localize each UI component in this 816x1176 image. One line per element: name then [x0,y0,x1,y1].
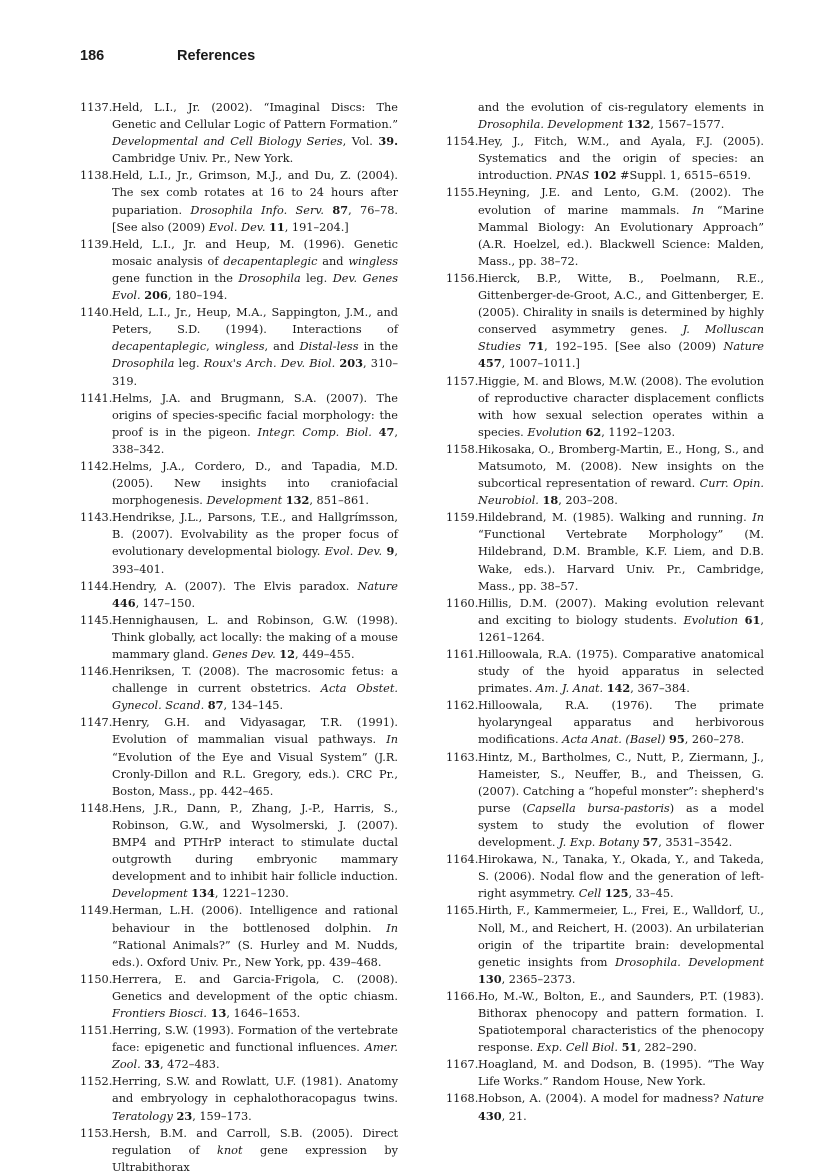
right-reference-column [446,99,764,1125]
bold-text: 132 [626,117,651,132]
reference-text: Hirokawa, N., Tanaka, Y., Okada, Y., and Takeda, S. (2006). Nodal flow and the generation of left-right asymmetry. [478,853,764,901]
reference-text: , 449–455. [295,648,355,661]
reference-text: , 1007–1011.] [501,357,580,371]
italic-text: Genes Dev. [212,648,276,661]
reference-entry [80,1073,398,1124]
reference-entry [446,1090,764,1124]
reference-entry [80,167,398,235]
reference-entry [446,1056,764,1090]
italic-text: Capsella bursa-pastoris [526,801,670,815]
reference-text: Herring, S.W. and Rowlatt, U.F. (1981). Anatomy and embryology in cephalothoracopagus twins. [112,1075,398,1106]
reference-text: , 21. [501,1109,527,1123]
bold-text: 142 [606,681,631,696]
reference-text: Hilloowala, R.A. (1975). Comparative anatomical study of the hyoid apparatus in selected primates. [478,648,764,696]
bold-text: 61 [744,612,761,627]
bold-text: 11 [269,219,285,234]
reference-entry [80,390,398,458]
bold-text: 430 [478,1108,502,1123]
italic-text: Development [206,494,283,508]
reference-text: , 310–319. [112,357,398,388]
bold-text: 87 [332,202,349,217]
reference-text: “Evolution of the Eye and Visual System” (J.R. Cronly-Dillon and R.L. Gregory, eds.). CRC Pr., Boston, Mass., pp. 442–465. [112,750,398,798]
reference-text: Henry, G.H. and Vidyasagar, T.R. (1991). Evolution of mammalian visual pathways. [112,716,398,747]
reference-text: “Functional Vertebrate Morphology” (M. Hildebrand, D.M. Bramble, K.F. Liem, and D.B. Wake, eds.). Harvard Univ. Pr., Cambridge, Mass., pp. 38–57. [478,528,764,593]
italic-text: Nature [723,340,764,354]
reference-text: , 159–173. [192,1109,252,1123]
bold-text: 39. [378,134,398,149]
reference-text: leg. [174,357,204,371]
reference-text: , 282–290. [637,1041,697,1055]
italic-text: Development [112,887,188,901]
bold-text: 18 [542,493,559,508]
reference-entry [80,236,398,304]
bold-text: 51 [621,1040,638,1055]
reference-number: 1155. [446,186,479,200]
reference-entry [446,133,764,184]
reference-text: , 3531–3542. [658,836,733,850]
reference-number: 1142. [80,459,113,473]
reference-entry [80,458,398,509]
reference-text: Hildebrand, M. (1985). Walking and running. [478,511,753,525]
running-title: References [177,48,256,64]
reference-entry [446,749,764,852]
reference-number: 1149. [80,904,113,918]
reference-text: Hilloowala, R.A. (1976). The primate hyolaryngeal apparatus and herbivorous modifications. [478,699,764,747]
reference-number: 1164. [446,853,479,867]
reference-text: , 2365–2373. [501,972,576,986]
bold-text: 95 [668,732,685,747]
reference-text: , 1221–1230. [214,887,289,901]
reference-text: Higgie, M. and Blows, M.W. (2008). The evolution of reproductive character displacement conflicts with how sexual selection operates within a species. [478,374,764,439]
italic-text: Curr. Opin. Neurobiol. [478,477,764,508]
bold-text: 13 [210,1005,227,1020]
reference-entry [446,441,764,509]
reference-text: Herman, L.H. (2006). Intelligence and rational behaviour in the bottlenosed dolphin. [112,904,398,935]
reference-text: , 147–150. [135,596,196,610]
reference-text: #Suppl. 1, 6515–6519. [616,169,751,183]
reference-text: Held, L.I., Jr. (2002). “Imaginal Discs: The Genetic and Cellular Logic of Pattern Formation.” [112,101,398,132]
italic-text: Evolution [527,425,582,439]
reference-entry [446,851,764,902]
italic-text: Drosophila. Development [614,955,764,969]
reference-number: 1148. [80,801,113,815]
reference-text: Helms, J.A. and Brugmann, S.A. (2007). The origins of species-specific facial morphology: the proof is in the pigeon. [112,391,398,439]
reference-text: Hendry, A. (2007). The Elvis paradox. [112,579,358,593]
reference-entry [80,714,398,799]
reference-text: Hendrikse, J.L., Parsons, T.E., and Hallgrímsson, B. (2007). Evolvability as the proper focus of evolutionary developmental biology. [112,511,398,559]
reference-text: Hersh, B.M. and Carroll, S.B. (2005). Direct regulation of [112,1126,398,1157]
reference-entry [446,373,764,441]
reference-number: 1151. [80,1024,113,1038]
reference-text: Helms, J.A., Cordero, D., and Tapadia, M.D. (2005). New insights into craniofacial morphogenesis. [112,459,398,508]
reference-text: , 76–78. [See also (2009) [112,203,399,234]
reference-entry [446,99,764,133]
reference-text: , 393–401. [112,545,399,576]
reference-text: and the evolution of cis-regulatory elements in [478,101,764,114]
reference-text: Held, L.I., Jr., Heup, M.A., Sappington, J.M., and Peters, S.D. (1994). Interactions of [112,306,398,337]
italic-text: Drosophila Info. Serv. [190,203,324,217]
reference-text: , 367–384. [630,682,690,696]
italic-text: Nature [723,1092,764,1106]
italic-text: In [752,511,764,525]
italic-text: J. Molluscan Studies [478,323,764,354]
bold-text: 71 [528,339,545,354]
reference-text: Hey, J., Fitch, W.M., and Ayala, F.J. (2005). Systematics and the origin of species: an introduction. [478,135,764,183]
reference-entry [80,1125,398,1176]
italic-text: Evol. Dev. [324,545,383,559]
reference-text: Held, L.I., Jr., Grimson, M.J., and Du, Z. (2004). The sex comb rotates at 16 to 24 hours after pupariation. [112,169,398,217]
bold-text: 57 [642,835,659,850]
reference-entry [80,663,398,714]
reference-entry [80,800,398,903]
italic-text: Acta Obstet. Gynecol. Scand. [112,682,398,713]
italic-text: Acta Anat. (Basel) [562,733,666,747]
reference-text: and [317,254,349,268]
bold-text: 125 [604,886,629,901]
reference-number: 1158. [446,442,479,456]
left-reference-column [80,99,398,1176]
reference-number: 1152. [80,1075,113,1089]
reference-entry [446,902,764,987]
reference-text: ) as a model system to study the evolution of flower development. [478,801,764,850]
reference-text: , 1646–1653. [226,1006,301,1020]
reference-text: Hintz, M., Bartholmes, C., Nutt, P., Ziermann, J., Hameister, S., Neuffer, B., and Theissen, G. (2007). Catching a “hopeful monster”: shepherd's purse ( [478,750,764,815]
bold-text: 62 [585,424,602,439]
reference-text: , 260–278. [684,733,745,747]
italic-text: Distal-less [299,340,359,354]
reference-text: gene expression by Ultrabithorax [112,1143,398,1174]
reference-entry [446,595,764,646]
reference-text [738,614,745,627]
reference-text: Held, L.I., Jr. and Heup, M. (1996). Genetic mosaic analysis of [112,237,398,268]
italic-text: decapentaplegic [223,254,318,268]
italic-text: Teratology [112,1109,173,1123]
reference-entry [446,988,764,1056]
reference-entry [446,270,764,373]
italic-text: Roux's Arch. Dev. Biol. [203,357,336,371]
reference-text: , 134–145. [223,699,284,713]
reference-text: , 191–204.] [284,220,349,234]
reference-text: , 192–195. [See also (2009) [544,340,724,354]
reference-number: 1165. [446,904,479,918]
reference-number: 1167. [446,1058,479,1072]
reference-text: Hikosaka, O., Bromberg-Martin, E., Hong, S., and Matsumoto, M. (2008). New insights on the subcortical representation of reward. [478,442,764,491]
reference-text: Heyning, J.E. and Lento, G.M. (2002). The evolution of marine mammals. [478,186,764,217]
reference-number: 1141. [80,391,113,405]
italic-text: Cell [578,887,602,901]
italic-text: In [692,203,705,217]
reference-number: 1159. [446,511,479,525]
italic-text: Developmental and Cell Biology Series [112,135,343,149]
reference-text: , 33–45. [628,887,674,901]
reference-entry [80,902,398,970]
reference-text: , 180–194. [167,289,228,303]
reference-text: Cambridge Univ. Pr., New York. [112,152,294,166]
reference-text: Hennighausen, L. and Robinson, G.W. (1998). Think globally, act locally: the making of a mouse mammary gland. [112,613,398,661]
reference-text: in the [358,340,399,354]
reference-text: Hens, J.R., Dann, P., Zhang, J.-P., Harris, S., Robinson, G.W., and Wysolmerski, J. (2007). BMP4 and PTHrP interact to stimulate ductal outgrowth during embryonic mammary development and to inhibit hair follicle induction. [112,801,398,884]
italic-text: Integr. Comp. Biol. [257,425,372,439]
bold-text: 102 [592,168,617,183]
italic-text: Exp. Cell Biol. [536,1041,618,1055]
reference-entry [80,304,398,389]
italic-text: Am. J. Anat. [535,682,604,696]
reference-number: 1143. [80,511,113,525]
reference-number: 1146. [80,665,113,679]
italic-text: Frontiers Biosci. [112,1006,207,1020]
italic-text: wingless [348,254,398,268]
italic-text: In [386,921,398,935]
reference-number: 1145. [80,613,113,627]
reference-text: , 1567–1577. [650,118,725,132]
bold-text: 47 [378,424,395,439]
bold-text: 87 [207,698,224,713]
italic-text: Drosophila. Development [478,118,624,132]
reference-entry [446,509,764,594]
reference-text: Hobson, A. (2004). A model for madness? [478,1092,724,1106]
reference-text: , 338–342. [112,425,398,456]
reference-text: “Marine Mammal Biology: An Evolutionary Approach” (A.R. Hoelzel, ed.). Blackwell Science: Malden, Mass., pp. 38–72. [478,203,764,268]
reference-text: Herrera, E. and Garcia-Frigola, C. (2008). Genetics and development of the optic chiasm. [112,972,398,1003]
reference-text: Henriksen, T. (2008). The macrosomic fetus: a challenge in current obstetrics. [112,665,398,696]
reference-number: 1166. [446,989,479,1003]
page-number: 186 [80,48,105,64]
reference-number: 1168. [446,1092,479,1106]
reference-text: , and [264,340,300,354]
reference-entry [446,697,764,748]
reference-entry [80,1022,398,1073]
reference-number: 1150. [80,972,113,986]
reference-number: 1157. [446,374,479,388]
reference-number: 1162. [446,699,479,713]
reference-number: 1144. [80,579,113,593]
reference-number: 1140. [80,306,113,320]
reference-entry [446,646,764,697]
bold-text: 134 [191,886,215,901]
bold-text: 446 [112,595,136,610]
reference-number: 1147. [80,716,113,730]
italic-text: decapentaplegic [112,340,207,354]
italic-text: Drosophila [238,271,301,285]
reference-text: leg. [300,271,333,285]
reference-text: , [206,340,215,354]
italic-text: Amer. Zool. [112,1041,398,1072]
bold-text: 132 [285,493,310,508]
reference-entry [80,99,398,167]
italic-text: wingless [214,340,265,354]
reference-number: 1163. [446,750,479,764]
bold-text: 130 [478,971,502,986]
reference-number: 1156. [446,271,479,285]
italic-text: Dev. Genes Evol. [112,271,399,303]
reference-entry [80,509,398,577]
italic-text: Evolution [683,613,739,627]
italic-text: J. Exp. Botany [559,836,639,850]
bold-text: 23 [176,1108,193,1123]
bold-text: 206 [144,288,168,303]
reference-number: 1139. [80,237,113,251]
reference-text: , Vol. [342,135,379,149]
reference-text: Herring, S.W. (1993). Formation of the vertebrate face: epigenetic and functional influences. [112,1024,398,1055]
reference-text: , 1261–1264. [478,613,764,644]
reference-text: , 203–208. [558,494,618,508]
reference-text: Hirth, F., Kammermeier, L., Frei, E., Walldorf, U., Noll, M., and Reichert, H. (2003). An urbilaterian origin of the tripartite brain: developmental genetic insights from [478,904,764,969]
italic-text: Nature [357,579,398,593]
reference-text: Hoagland, M. and Dodson, B. (1995). “The Way Life Works.” Random House, New York. [478,1058,764,1089]
page-header [80,48,740,68]
reference-number: 1160. [446,596,479,610]
italic-text: PNAS [555,169,590,183]
reference-entry [80,612,398,663]
reference-text: “Rational Animals?” (S. Hurley and M. Nudds, eds.). Oxford Univ. Pr., New York, pp. 439–468. [112,938,398,969]
reference-text: Ho, M.-W., Bolton, E., and Saunders, P.T. (1983). Bithorax phenocopy and pattern formation. I. Spatiotemporal characteristics of the phenocopy response. [478,989,764,1055]
reference-text: gene function in the [112,271,239,285]
reference-text: Hillis, D.M. (2007). Making evolution relevant and exciting to biology students. [478,596,764,627]
bold-text: 12 [279,647,296,661]
reference-number: 1154. [446,135,479,149]
reference-text [372,426,379,439]
reference-number: 1161. [446,648,479,661]
reference-entry [446,184,764,269]
reference-text: , 1192–1203. [601,425,676,439]
reference-text: Hierck, B.P., Witte, B., Poelmann, R.E., Gittenberger-de-Groot, A.C., and Gittenberger, E. (2005). Chirality in snails is determined by highly conserved asymmetry genes. [478,271,764,337]
reference-number: 1138. [80,169,113,183]
italic-text: In [386,733,398,747]
bold-text: 457 [478,356,502,371]
reference-entry [80,578,398,612]
reference-number: 1137. [80,101,113,114]
bold-text: 9 [386,544,395,559]
reference-text: , 472–483. [159,1058,220,1072]
italic-text: knot [217,1143,243,1157]
reference-number: 1153. [80,1126,113,1140]
bold-text: 203 [339,356,364,371]
italic-text: Evol. Dev. [208,220,266,234]
reference-text: , 851–861. [309,494,369,508]
reference-entry [80,971,398,1022]
bold-text: 33 [144,1057,160,1072]
italic-text: Drosophila [112,357,175,371]
